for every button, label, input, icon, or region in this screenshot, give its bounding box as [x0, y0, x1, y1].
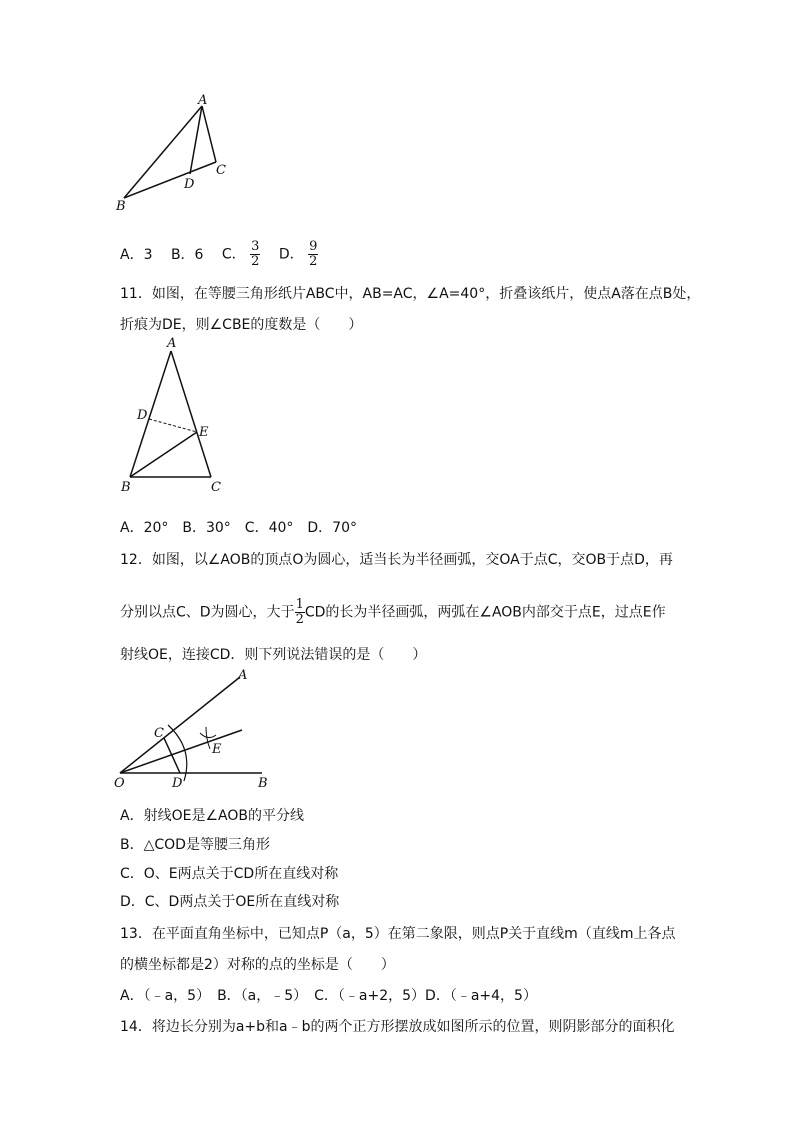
- q10-option-c: C． $\frac{3}{2}$: [221, 239, 260, 269]
- q12-line-2: 分别以点C、D为圆心，大于 $\frac{1}{2}$ CD的长为半径画弧，两弧在∠AOB内部交于点E，过点E作: [120, 597, 666, 627]
- q12-half-fraction: $\frac{1}{2}$: [295, 597, 304, 627]
- q11-line-1: 11．如图，在等腰三角形纸片ABC中，AB=AC，∠A=40°，折叠该纸片，使点A落在点B处，: [120, 286, 701, 302]
- q10-label-c: C: [216, 163, 226, 178]
- q11-label-d: D: [137, 408, 148, 423]
- q10-option-d-fraction: $\frac{9}{2}$: [309, 239, 318, 269]
- q11-triangle-figure: [115, 335, 235, 495]
- q13-line-1: 13．在平面直角坐标中，已知点P（a，5）在第二象限，则点P关于直线m（直线m上各点: [120, 926, 676, 942]
- q14-line-1: 14．将边长分别为a+b和a﹣b的两个正方形摆放成如图所示的位置，则阴影部分的面积化: [120, 1019, 675, 1035]
- q11-segment-be: [130, 432, 197, 477]
- q13-options: A．（﹣a，5） B．（a，﹣5） C．（﹣a+2，5）D．（﹣a+4，5）: [120, 988, 537, 1004]
- q12-option-d: D．C、D两点关于OE所在直线对称: [120, 894, 340, 910]
- q11-label-c: C: [211, 480, 221, 495]
- q12-line-1: 12．如图，以∠AOB的顶点O为圆心，适当长为半径画弧，交OA于点C，交OB于点D，再: [120, 552, 673, 568]
- q11-label-b: B: [121, 480, 131, 495]
- q10-segment-ad: [190, 106, 202, 174]
- q12-label-e: E: [212, 742, 222, 757]
- q12-option-a: A．射线OE是∠AOB的平分线: [120, 808, 304, 824]
- q11-options: A．20° B．30° C．40° D．70°: [120, 520, 357, 536]
- q12-label-b: B: [258, 776, 268, 791]
- q12-label-c: C: [154, 726, 164, 741]
- q10-label-d: D: [184, 177, 195, 192]
- q10-segment-ac: [202, 106, 216, 162]
- q11-label-e: E: [199, 425, 209, 440]
- q12-ray-oe: [120, 730, 242, 773]
- q10-label-b: B: [116, 199, 126, 212]
- q12-label-d: D: [172, 776, 183, 791]
- q12-arc-e1: [200, 733, 216, 738]
- q11-label-a: A: [167, 336, 177, 351]
- q11-fold-de: [149, 419, 197, 432]
- q12-label-o: O: [114, 776, 125, 791]
- q11-segment-ac: [171, 351, 211, 477]
- q12-line-3: 射线OE，连接CD．则下列说法错误的是（ ）: [120, 647, 427, 663]
- q13-line-2: 的横坐标都是2）对称的点的坐标是（ ）: [120, 957, 395, 973]
- q10-triangle-figure: [112, 92, 242, 212]
- q10-segment-bc: [124, 162, 216, 198]
- q12-option-c: C．O、E两点关于CD所在直线对称: [120, 866, 339, 882]
- q12-ray-oa: [120, 677, 240, 773]
- q12-angle-bisector-figure: [112, 665, 292, 795]
- q12-label-a: A: [238, 668, 248, 683]
- q10-option-d: D． $\frac{9}{2}$: [278, 239, 318, 269]
- q12-segment-cd: [164, 738, 180, 773]
- q11-line-2: 折痕为DE，则∠CBE的度数是（ ）: [120, 317, 363, 333]
- q10-option-a: A．3: [120, 246, 153, 263]
- q10-option-c-fraction: $\frac{3}{2}$: [251, 239, 260, 269]
- q12-option-b: B．△COD是等腰三角形: [120, 837, 270, 853]
- q10-option-b: B．6: [170, 246, 204, 263]
- q10-label-a: A: [198, 93, 208, 108]
- q10-options: [120, 240, 332, 269]
